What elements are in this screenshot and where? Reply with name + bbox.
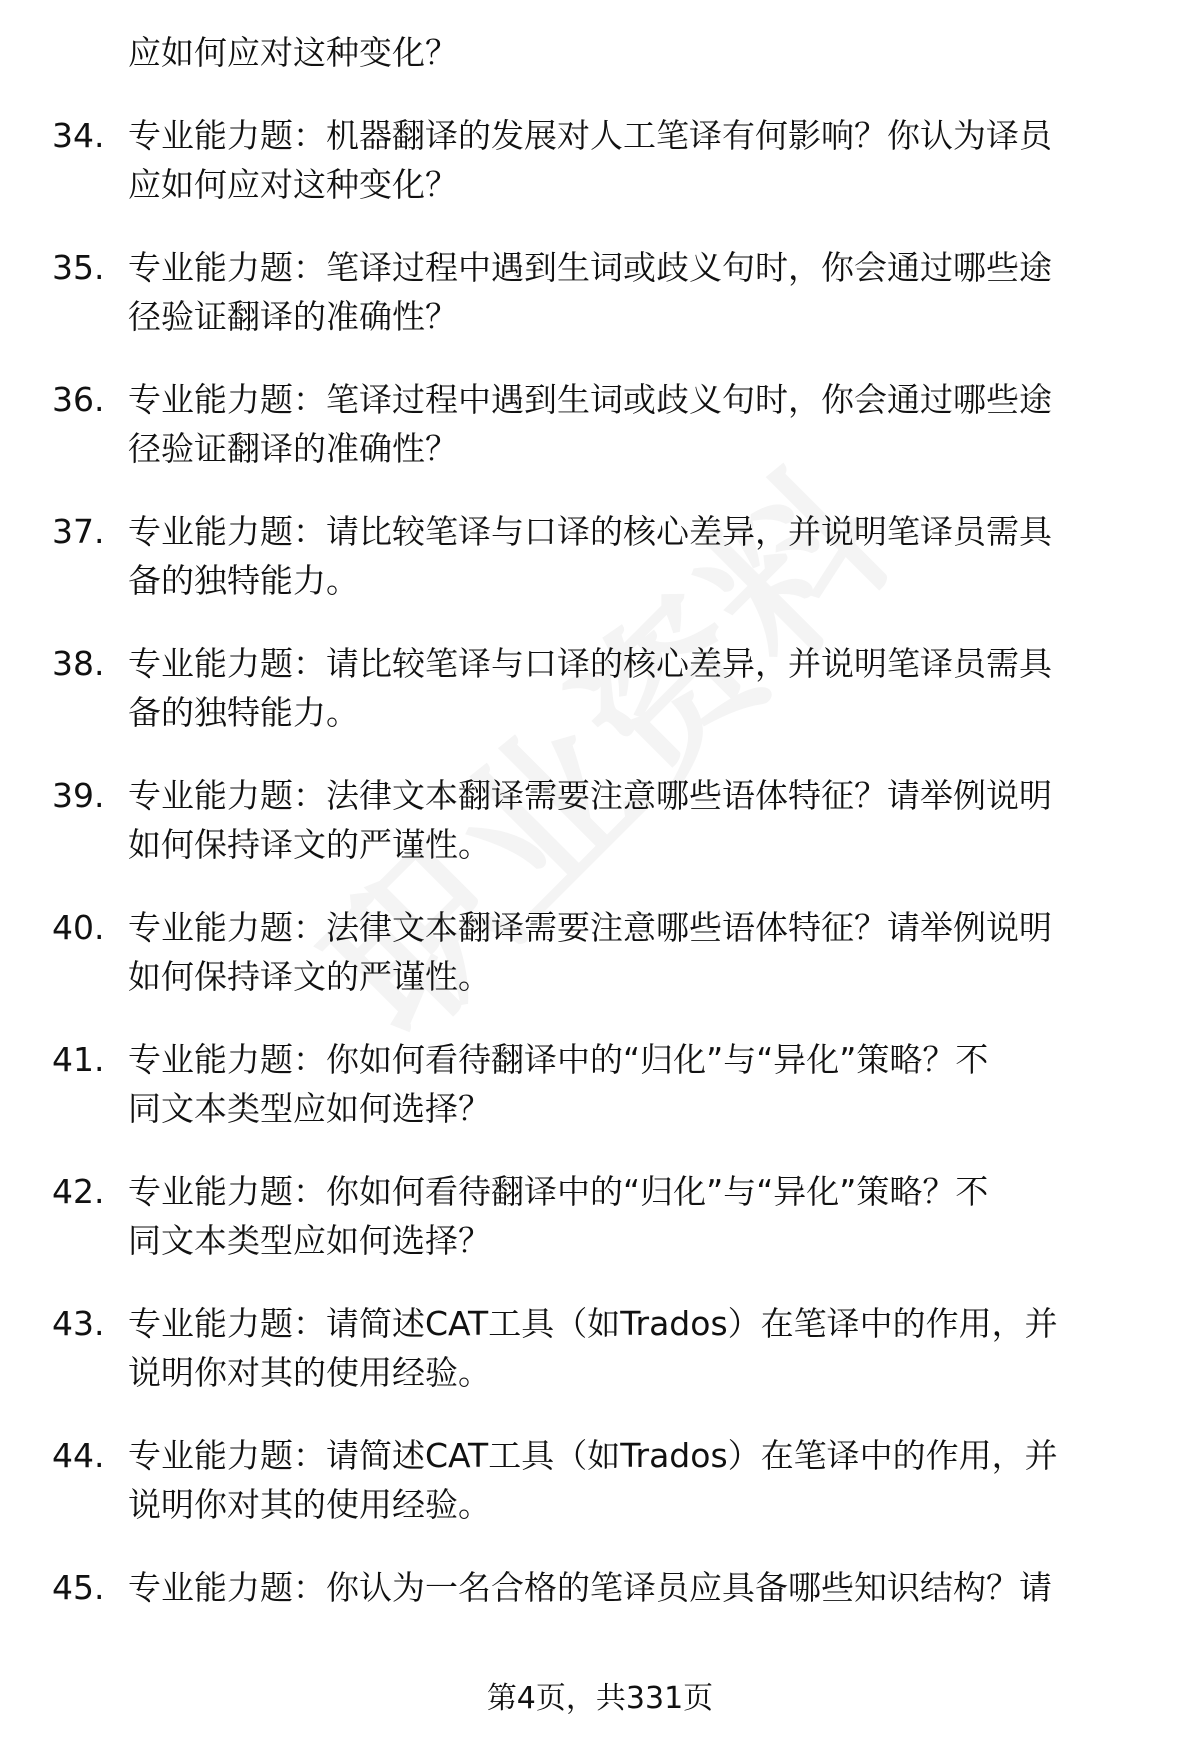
question-line: 专业能力题：法律文本翻译需要注意哪些语体特征？请举例说明 [128,908,1052,947]
question-item-44 [52,1431,1148,1529]
question-line: 径验证翻译的准确性？ [128,297,458,336]
continuation-line: 应如何应对这种变化？ [128,33,458,72]
question-item-34 [52,111,1148,209]
question-number: 40. [52,908,105,947]
question-line: 专业能力题：请简述CAT工具（如Trados）在笔译中的作用，并 [128,1436,1058,1475]
question-text [128,639,1148,737]
question-item-45 [52,1563,1148,1612]
question-item-41 [52,1035,1148,1133]
question-text [128,1299,1148,1397]
question-line: 专业能力题：你如何看待翻译中的“归化”与“异化”策略？不 [128,1040,989,1079]
question-text [128,507,1148,605]
question-line: 专业能力题：你认为一名合格的笔译员应具备哪些知识结构？请 [128,1568,1052,1607]
question-number: 37. [52,512,105,551]
question-number: 45. [52,1568,105,1607]
question-text [128,375,1148,473]
question-line: 专业能力题：你如何看待翻译中的“归化”与“异化”策略？不 [128,1172,989,1211]
question-item-37 [52,507,1148,605]
question-line: 说明你对其的使用经验。 [128,1353,491,1392]
question-line: 应如何应对这种变化？ [128,165,458,204]
question-item-38 [52,639,1148,737]
question-text [128,771,1148,869]
question-line: 专业能力题：笔译过程中遇到生词或歧义句时，你会通过哪些途 [128,380,1052,419]
question-line: 专业能力题：法律文本翻译需要注意哪些语体特征？请举例说明 [128,776,1052,815]
question-item-35 [52,243,1148,341]
question-number: 34. [52,116,105,155]
question-line: 专业能力题：请比较笔译与口译的核心差异，并说明笔译员需具 [128,644,1052,683]
question-text [128,1035,1148,1133]
question-line: 备的独特能力。 [128,561,359,600]
question-line: 专业能力题：笔译过程中遇到生词或歧义句时，你会通过哪些途 [128,248,1052,287]
question-line: 径验证翻译的准确性？ [128,429,458,468]
question-list [52,28,1148,1646]
question-line: 专业能力题：机器翻译的发展对人工笔译有何影响？你认为译员 [128,116,1052,155]
question-line: 如何保持译文的严谨性。 [128,825,491,864]
question-number: 44. [52,1436,105,1475]
question-number: 41. [52,1040,105,1079]
question-line: 专业能力题：请比较笔译与口译的核心差异，并说明笔译员需具 [128,512,1052,551]
question-text [128,1431,1148,1529]
question-item-42 [52,1167,1148,1265]
question-line: 说明你对其的使用经验。 [128,1485,491,1524]
page-footer: 第4页，共331页 [486,1681,714,1716]
question-line: 备的独特能力。 [128,693,359,732]
question-number: 35. [52,248,105,287]
question-item-40 [52,903,1148,1001]
question-number: 42. [52,1172,105,1211]
question-text [128,903,1148,1001]
question-line: 同文本类型应如何选择？ [128,1221,491,1260]
question-item-39 [52,771,1148,869]
question-number: 43. [52,1304,105,1343]
question-line: 同文本类型应如何选择？ [128,1089,491,1128]
question-text [128,111,1148,209]
question-text [128,1167,1148,1265]
question-line: 如何保持译文的严谨性。 [128,957,491,996]
question-text [128,243,1148,341]
question-item-36 [52,375,1148,473]
question-item-43 [52,1299,1148,1397]
question-number: 39. [52,776,105,815]
question-text [128,1563,1148,1612]
question-number: 36. [52,380,105,419]
question-line: 专业能力题：请简述CAT工具（如Trados）在笔译中的作用，并 [128,1304,1058,1343]
question-number: 38. [52,644,105,683]
